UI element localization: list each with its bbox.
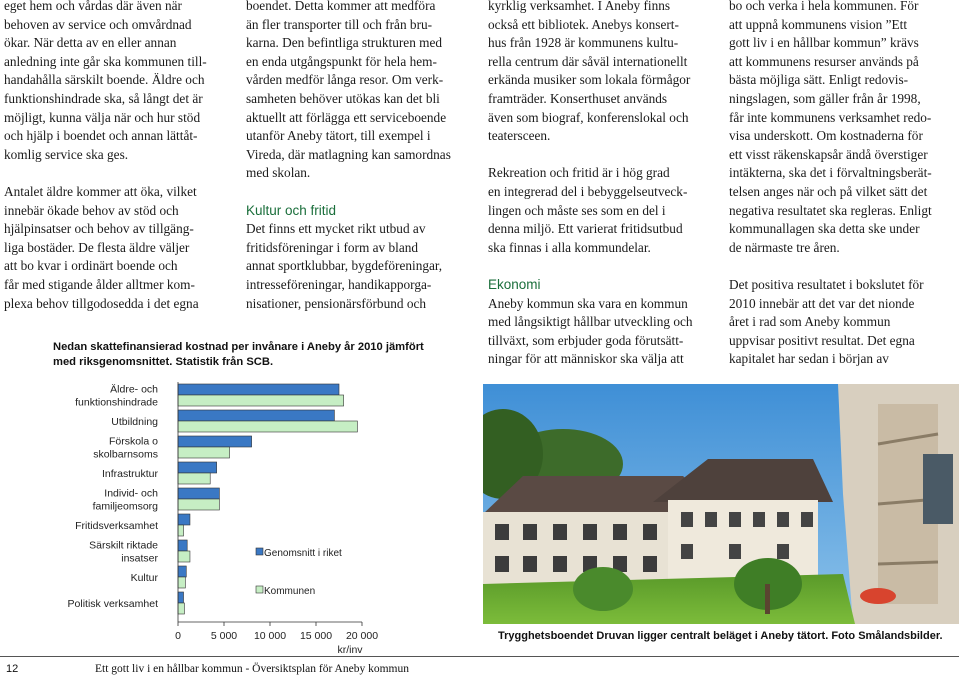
paragraph: bo och verka i hela kommunen. För att uppnå kommunens vision ”Ett gott liv i en hållbar kommun” krävs att kommunens resurser används på bästa möjliga sätt. Enligt redovis- ningslagen, som gäller från år 1998, får inte kommunens verksamhet redo- visa underskott. Om kostnaderna för ett visst räkenskapsår ändå överstiger intäkterna, ska det i förvaltningsberät- telsen anges när och på vilket sätt det negativa resultatet ska regleras. Enligt kommunallagen ska detta ske under de närmaste tre åren. — [729, 0, 932, 255]
bar-riket — [178, 436, 252, 447]
bar-riket — [178, 410, 334, 421]
bar-riket — [178, 540, 187, 551]
category-label: Äldre- och funktionshindrade — [75, 383, 158, 409]
bar-kommunen — [178, 603, 184, 614]
footer-divider — [0, 656, 959, 657]
x-tick-label: 5 000 — [210, 630, 238, 642]
bar-kommunen — [178, 551, 190, 562]
legend-swatch — [256, 586, 263, 593]
bar-kommunen — [178, 395, 344, 406]
footer-title: Ett gott liv i en hållbar kommun - Översiktsplan för Aneby kommun — [95, 663, 409, 675]
x-tick-label: 15 000 — [299, 630, 333, 642]
paragraph: Det finns ett mycket rikt utbud av fritidsföreningar i form av bland annat sportklubbar, bygdeföreningar, intresseföreningar, handikapporga- nisationer, pensionärsförbund och — [246, 221, 443, 311]
text-column-4 — [729, 0, 957, 369]
photo-trygghetsboendet-druvan — [483, 384, 959, 624]
section-heading-kultur: Kultur och fritid — [246, 202, 337, 218]
chart-caption: Nedan skattefinansierad kostnad per invånare i Aneby år 2010 jämfört med riksgenomsnittet. Statistik från SCB. — [53, 341, 424, 368]
text-column-3 — [488, 0, 718, 369]
bar-kommunen — [178, 473, 210, 484]
x-tick-label: 20 000 — [345, 630, 379, 642]
category-label: Utbildning — [111, 416, 158, 428]
cost-per-capita-chart — [0, 378, 400, 654]
bar-kommunen — [178, 499, 219, 510]
category-label: Infrastruktur — [101, 468, 158, 480]
category-label: Förskola o skolbarnsoms — [93, 435, 158, 461]
category-label: Politisk verksamhet — [67, 598, 158, 610]
text-column-2 — [246, 0, 471, 313]
paragraph: eget hem och vårdas där även när behoven av service och omvårdnad ökar. När detta av en eller annan anledning inte går ska kommunen till- handahålla särskilt boende. Äldre och funktionshindrade ska, så långt det är möjligt, kunna välja när och hur stöd och hjälp i boendet och annan lättåt- komlig service ska ges. — [4, 0, 207, 162]
x-axis-label: kr/inv — [337, 644, 363, 654]
category-label: Individ- och familjeomsorg — [92, 487, 158, 513]
bar-riket — [178, 514, 190, 525]
bar-kommunen — [178, 577, 185, 588]
x-tick-label: 0 — [175, 630, 181, 642]
paragraph: Aneby kommun ska vara en kommun med långsiktigt hållbar utveckling och tillväxt, som erbjuder goda förutsätt- ningar för att människor ska välja att — [488, 295, 693, 367]
bar-kommunen — [178, 525, 184, 536]
photo-caption: Trygghetsboendet Druvan ligger centralt beläget i Aneby tätort. Foto Smålandsbilder. — [498, 630, 943, 642]
bar-riket — [178, 592, 184, 603]
bar-riket — [178, 384, 339, 395]
bar-riket — [178, 462, 217, 473]
category-label: Fritidsverksamhet — [75, 520, 158, 532]
paragraph: Det positiva resultatet i bokslutet för 2010 innebär att det var det nionde året i rad som Aneby kommun uppvisar positivt resultat. Det egna kapitalet har sedan i början av — [729, 276, 924, 367]
legend-swatch — [256, 548, 263, 555]
legend-label: Kommunen — [264, 586, 316, 597]
paragraph: kyrklig verksamhet. I Aneby finns också ett bibliotek. Anebys konsert- hus från 1928 är kommunens kultu- rella centrum där såväl internationellt erkända musiker som lokala förmågor framträder. Konserthuset används även som biograf, konferenslokal och teatersceen. — [488, 0, 691, 144]
paragraph: Rekreation och fritid är i hög grad en integrerad del i bebyggelseutveck- lingen och måste ses som en del i denna miljö. Ett varierat fritidsutbud ska finnas i alla kommundelar. — [488, 165, 688, 255]
bar-kommunen — [178, 421, 357, 432]
text-column-1 — [4, 0, 219, 313]
paragraph: Antalet äldre kommer att öka, vilket innebär ökade behov av stöd och hjälpinsatser och behov av tillgäng- liga bostäder. De flesta äldre väljer att bo kvar i ordinärt boende och får med stigande ålder alltmer kom- plexa behov tillgodosedda i det egna — [4, 183, 199, 311]
category-label: Kultur — [130, 572, 158, 584]
x-tick-label: 10 000 — [253, 630, 287, 642]
bar-kommunen — [178, 447, 230, 458]
paragraph: boendet. Detta kommer att medföra än fler transporter till och från bru- karna. Den befintliga strukturen med en enda utgångspunkt för hela hem- vården medför långa resor. Om verk- samheten behöver utökas kan det bli aktuellt att förlägga ett serviceboende utanför Aneby tätort, till exempel i Vireda, där matlagning kan samordnas med skolan. — [246, 0, 451, 181]
bar-riket — [178, 566, 186, 577]
bar-riket — [178, 488, 219, 499]
category-label: Särskilt riktade insatser — [89, 539, 158, 565]
section-heading-ekonomi: Ekonomi — [488, 276, 541, 292]
legend-label: Genomsnitt i riket — [264, 548, 342, 559]
page-number: 12 — [6, 663, 19, 675]
